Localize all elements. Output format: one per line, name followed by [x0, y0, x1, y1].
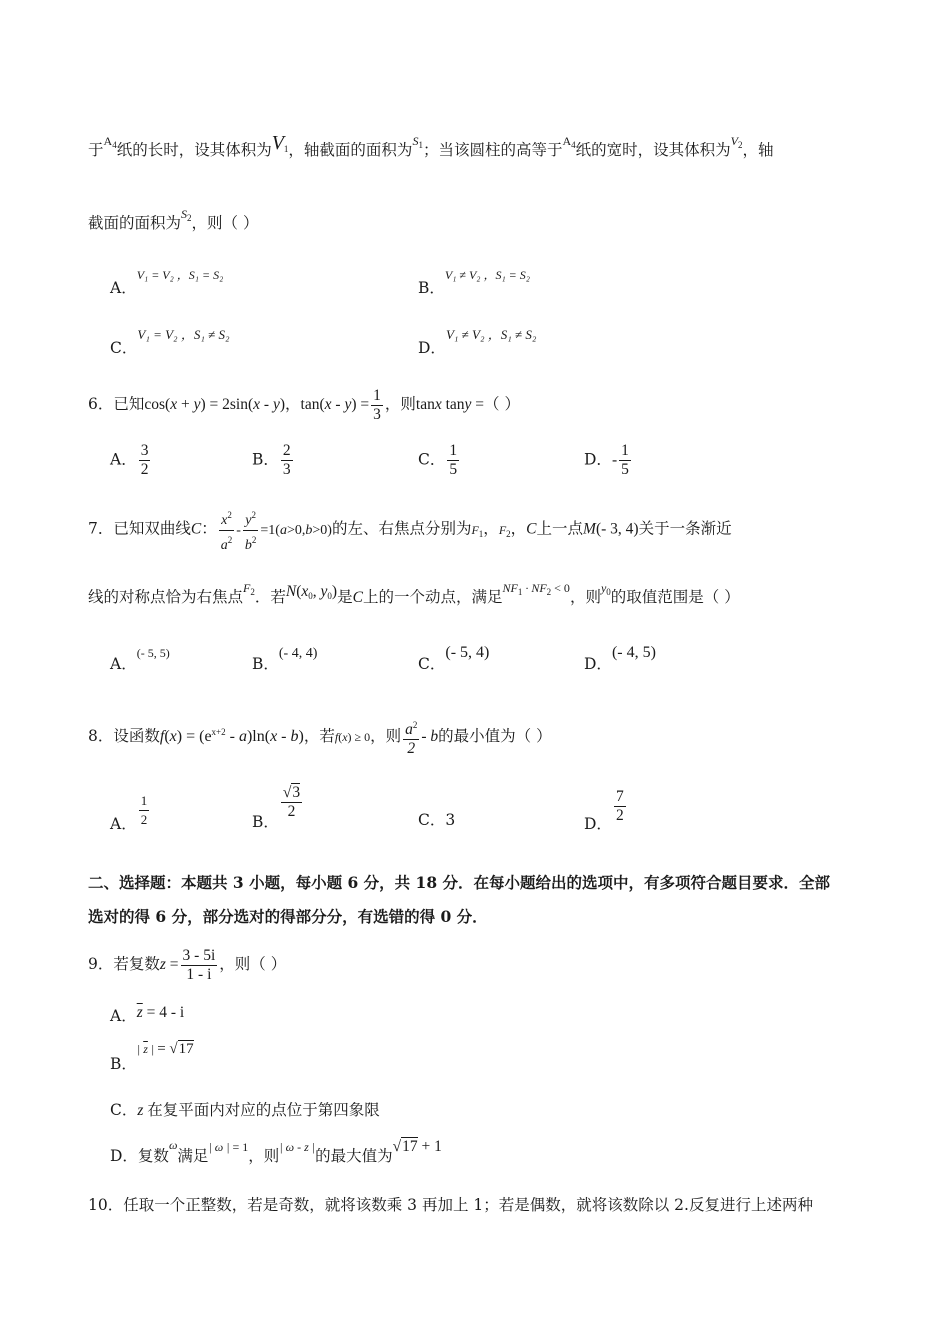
q6-text: ，则 — [384, 395, 416, 413]
option-label: C． — [418, 450, 446, 469]
q6-number: 6．已知 — [88, 395, 145, 413]
q5-text: ，轴 — [742, 141, 774, 159]
q7-option-b[interactable]: B．(- 4, 4) — [252, 646, 318, 673]
q8-number: 8．设函数 — [88, 727, 160, 745]
q7-option-d[interactable]: D．(- 4, 5) — [584, 644, 656, 673]
option-label: A． — [110, 279, 137, 297]
option-label: D． — [584, 814, 612, 833]
q7-text: ： — [201, 519, 217, 538]
q7-option-c[interactable]: C．(- 5, 4) — [418, 644, 490, 673]
q7-point-n: $N(x_0$, $y_0$) — [285, 583, 338, 601]
q8-option-d[interactable]: D． $\frac{7}{2}$ — [584, 788, 624, 833]
q5-text: 截面的面积为 — [88, 214, 182, 232]
q8-text: ，则 — [370, 727, 402, 745]
option-label: A． — [110, 655, 137, 673]
option-label: D． — [418, 339, 446, 357]
option-label: B． — [252, 450, 279, 469]
q5-text: 纸的长时，设其体积为 — [116, 141, 272, 159]
option-label: C．3 — [418, 811, 456, 829]
s2-symbol: S2 — [181, 207, 192, 223]
q7-stem-line-1: 7．已知双曲线C： $\frac{x^2}{a^2}$ - $\frac{y^2}{b^2}$ =1(a>0,b>0)的左、右焦点分别为$F_1$，$F_2$，C上一点M(- 3, 4)关于一条渐近 — [88, 506, 862, 555]
q9-option-d[interactable]: D．复数ω满足| ω | = 1，则| ω - z |的最大值为√17 + 1 — [110, 1138, 442, 1165]
q9-z-eq: z = $\frac{3 - 5i}{1 - i}$ — [159, 946, 216, 983]
q6-eq3: tanx tany = — [415, 396, 485, 413]
q5-text: 纸的宽时，设其体积为 — [575, 141, 731, 159]
q8-stem — [88, 710, 862, 759]
section-2-title-line-1: 二、选择题：本题共 3 小题，每小题 6 分，共 18 分．在每小题给出的选项中，有多项符合题目要求．全部 — [88, 873, 831, 892]
q10-stem-line-1: 10．任取一个正整数，若是奇数，就将该数乘 3 再加上 1；若是偶数，就将该数除以 2.反复进行上述两种 — [88, 1196, 813, 1214]
q8-function-eq: $f(x) = (e^{x+2} - a)\ln(x - b)$ — [159, 727, 304, 745]
q6-text: （ ） — [484, 395, 520, 413]
option-label: B． — [418, 279, 445, 297]
q5-option-c[interactable] — [110, 322, 230, 357]
q9-stem — [88, 944, 862, 985]
q5-text: ，则（ ） — [191, 214, 259, 232]
q7-text: 线的对称点恰为右焦点 — [88, 588, 244, 606]
q8-option-a[interactable]: A． $\frac{1}{2}$ — [110, 793, 148, 833]
q6-option-b[interactable]: B． $\frac{2}{3}$ — [252, 442, 291, 478]
section-2-title-line-2: 选对的得 6 分，部分选对的得部分分，有选错的得 0 分． — [88, 907, 488, 926]
q6-text: ， — [285, 395, 301, 413]
option-expr: V₁ ≠ V₂ ，S₁ = S₂ — [444, 268, 530, 282]
option-label: A． — [110, 1007, 137, 1025]
q6-eq2: tan(x - y) = $\frac{1}{3}$ — [300, 386, 381, 423]
option-expr: V₁ = V₂ ，S₁ ≠ S₂ — [137, 327, 230, 342]
q9-d-text: ，则 — [248, 1147, 280, 1165]
q5-option-d[interactable] — [418, 322, 537, 357]
q8-option-b[interactable]: B． $\frac{√3}{2}$ — [252, 784, 301, 831]
q7-text: ．若 — [254, 588, 286, 606]
option-label: C． — [418, 655, 446, 673]
q7-dot-product: NF1 · NF2 < 0 — [502, 581, 570, 597]
option-label: D． — [584, 655, 612, 673]
q7-text: 的取值范围是（ ） — [610, 588, 740, 606]
s1-symbol: S1 — [412, 134, 423, 150]
q5-line-1 — [88, 132, 862, 166]
v1-symbol: $V_1$ — [271, 132, 289, 154]
q5-line-2 — [88, 207, 862, 239]
q6-stem — [88, 384, 862, 425]
q9-option-c[interactable]: C．z 在复平面内对应的点位于第四象限 — [110, 1101, 380, 1119]
q7-text: 是 — [337, 588, 353, 606]
q6-eq1: cos(x + y) = 2sin(x - y) — [144, 396, 286, 413]
option-label: D．复数 — [110, 1147, 169, 1165]
q6-option-a[interactable]: A． $\frac{3}{2}$ — [110, 442, 149, 478]
q7-number: 7．已知双曲线 — [88, 519, 191, 538]
q7-hyperbola-eq: $\frac{x^2}{a^2}$ - $\frac{y^2}{b^2}$ =1(a>0,b>0) — [217, 523, 332, 538]
q7-text: 上一点 — [536, 519, 584, 538]
q8-option-c[interactable] — [418, 808, 455, 830]
q7-text: 上的一个动点，满足 — [362, 588, 503, 606]
q9-d-text: 满足 — [177, 1147, 209, 1165]
q5-option-a[interactable] — [110, 262, 224, 297]
q7-text: 的左、右焦点分别为 — [331, 519, 472, 538]
q6-option-d[interactable]: D．- $\frac{1}{5}$ — [584, 442, 629, 478]
q7-text: 关于一条渐近 — [638, 519, 732, 538]
q7-curve-c: C — [190, 520, 202, 538]
q8-text: ，若 — [303, 727, 335, 745]
q9-number: 9．若复数 — [88, 955, 160, 973]
q5-text: 于 — [88, 141, 104, 159]
option-label: C． — [110, 1101, 138, 1119]
q5-option-b[interactable] — [418, 262, 530, 297]
option-label: C． — [110, 339, 138, 357]
a4-label: A4 — [562, 134, 576, 150]
q9-c-text: 在复平面内对应的点位于第四象限 — [147, 1101, 380, 1119]
q5-text: ；当该圆柱的高等于 — [422, 141, 563, 159]
q6-option-c[interactable]: C． $\frac{1}{5}$ — [418, 442, 458, 478]
option-expr: V₁ ≠ V₂ ，S₁ ≠ S₂ — [445, 327, 537, 342]
q8-condition: f(x) ≥ 0 — [334, 730, 371, 744]
q8-target-expr: $\frac{a^2}{2}$ - b — [401, 728, 438, 745]
v2-symbol: V2 — [730, 134, 743, 150]
option-label: B． — [252, 655, 279, 673]
q5-text: ，轴截面的面积为 — [288, 141, 413, 159]
q9-d-text: 的最大值为 — [315, 1147, 393, 1165]
option-label: D． — [584, 450, 612, 469]
option-label: A． — [110, 450, 137, 469]
q9-option-a[interactable]: A．$\overline{z} = 4 - i$ — [110, 1004, 185, 1025]
option-expr: V₁ = V₂ ，S₁ = S₂ — [136, 268, 224, 282]
q7-text: ，则 — [569, 588, 601, 606]
option-label: B． — [252, 812, 279, 831]
option-label: B． — [110, 1055, 137, 1073]
q7-stem-line-2: 线的对称点恰为右焦点$^{F_2}$．若$N(x_0$, $y_0$)是C上的一个动点，满足$^{NF_1 \cdot NF_2 < 0}$，则$^{y_0}$的取值范围是（ ） — [88, 581, 740, 606]
q7-option-a[interactable]: A．(- 5, 5) — [110, 646, 170, 673]
option-label: A． — [110, 814, 137, 833]
q8-text: 的最小值为（ ） — [438, 727, 552, 745]
q9-text: ，则（ ） — [219, 955, 287, 973]
q7-point-m: M(- 3, 4) — [583, 520, 639, 538]
a4-label: A4 — [103, 134, 117, 150]
q9-option-b[interactable]: B．| $\overline{z}$ | = √17 — [110, 1041, 194, 1073]
